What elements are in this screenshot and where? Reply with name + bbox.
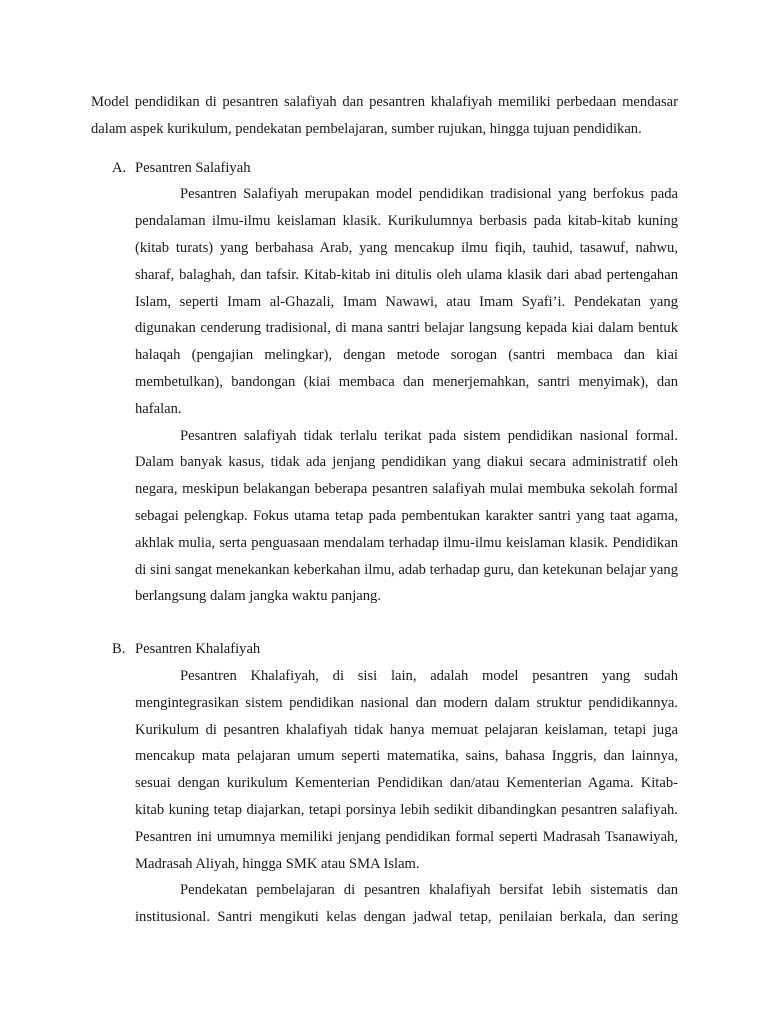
section-heading — [91, 636, 678, 663]
section-title: Pesantren Salafiyah — [135, 159, 251, 176]
section-khalafiyah — [91, 636, 678, 931]
intro-paragraph: Model pendidikan di pesantren salafiyah dan pesantren khalafiyah memiliki perbedaan mendasar dalam aspek kurikulum, pendekatan pembelajaran, sumber rujukan, hingga tujuan pendidikan. — [91, 94, 678, 137]
list-marker: B. — [112, 641, 126, 658]
body-paragraph: Pesantren Salafiyah merupakan model pendidikan tradisional yang berfokus pada pendalaman ilmu-ilmu keislaman klasik. Kurikulumnya berbasis pada kitab-kitab kuning (kitab turats) yang berbahasa Arab, yang mencakup ilmu fiqih, tauhid, tasawuf, nahwu, sharaf, balaghah, dan tafsir. Kitab-kitab ini ditulis oleh ulama klasik dari abad pertengahan Islam, seperti Imam al-Ghazali, Imam Nawawi, atau Imam Syafi’i. Pendekatan yang digunakan cenderung tradisional, di mana santri belajar langsung kepada kiai dalam bentuk halaqah (pengajian melingkar), dengan metode sorogan (santri membaca dan kiai membetulkan), bandongan (kiai membaca dan menerjemahkan, santri menyimak), dan hafalan. — [135, 186, 678, 417]
body-paragraph: Pesantren salafiyah tidak terlalu terikat pada sistem pendidikan nasional formal. Dalam banyak kasus, tidak ada jenjang pendidikan yang diakui secara administratif oleh negara, meskipun belakangan beberapa pesantren salafiyah mulai membuka sekolah formal sebagai pelengkap. Fokus utama tetap pada pembentukan karakter santri yang taat agama, akhlak mulia, serta penguasaan mendalam terhadap ilmu-ilmu keislaman klasik. Pendidikan di sini sangat menekankan keberkahan ilmu, adab terhadap guru, dan ketekunan belajar yang berlangsung dalam jangka waktu panjang. — [135, 427, 678, 605]
section-salafiyah — [91, 155, 678, 611]
document-page — [91, 89, 678, 931]
body-paragraph: Pendekatan pembelajaran di pesantren khalafiyah bersifat lebih sistematis dan institusional. Santri mengikuti kelas dengan jadwal tetap, penilaian berkala, dan sering — [135, 882, 678, 926]
section-title: Pesantren Khalafiyah — [135, 641, 261, 658]
list-marker: A. — [112, 159, 127, 176]
section-heading — [91, 155, 678, 182]
body-paragraph: Pesantren Khalafiyah, di sisi lain, adalah model pesantren yang sudah mengintegrasikan sistem pendidikan nasional dan modern dalam struktur pendidikannya. Kurikulum di pesantren khalafiyah tidak hanya memuat pelajaran keislaman, tetapi juga mencakup mata pelajaran umum seperti matematika, sains, bahasa Inggris, dan lainnya, sesuai dengan kurikulum Kementerian Pendidikan dan/atau Kementerian Agama. Kitab-kitab kuning tetap diajarkan, tetapi porsinya lebih sedikit dibandingkan pesantren salafiyah. Pesantren ini umumnya memiliki jenjang pendidikan formal seperti Madrasah Tsanawiyah, Madrasah Aliyah, hingga SMK atau SMA Islam. — [135, 667, 678, 872]
